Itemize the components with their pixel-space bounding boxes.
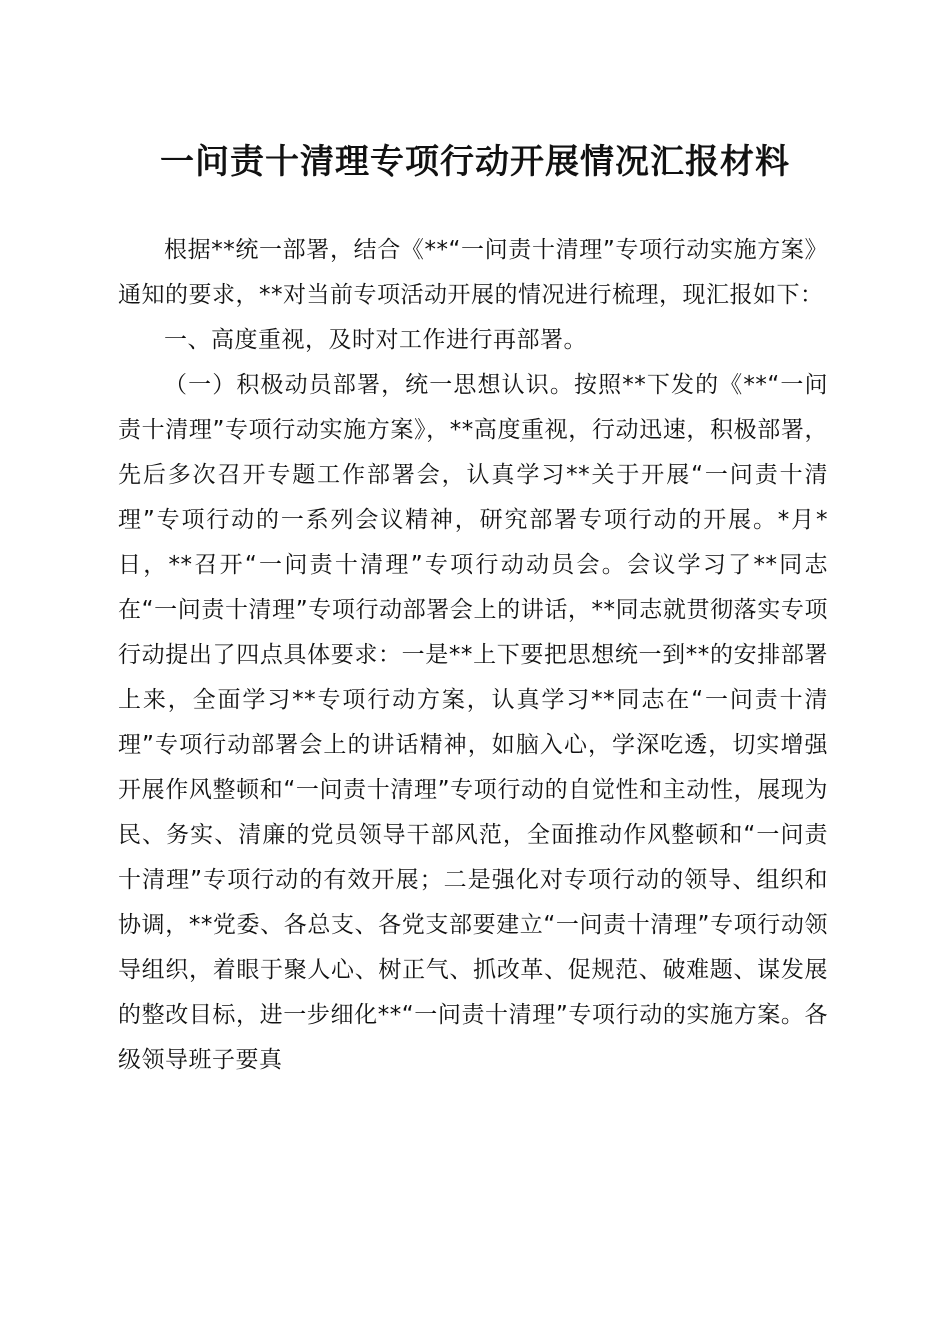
document-body xyxy=(118,228,828,1083)
document-title: 一问责十清理专项行动开展情况汇报材料 xyxy=(160,142,790,182)
section-heading: 一、高度重视，及时对工作进行再部署。 xyxy=(164,327,587,353)
section-paragraph: （一）积极动员部署，统一思想认识。按照**下发的《**“一问责十清理”专项行动实施方案》，**高度重视，行动迅速，积极部署，先后多次召开专题工作部署会，认真学习**关于开展“一问责十清理”专项行动的一系列会议精神，研究部署专项行动的开展。*月*日，**召开“一问责十清理”专项行动动员会。会议学习了**同志在“一问责十清理”专项行动部署会上的讲话，**同志就贯彻落实专项行动提出了四点具体要求：一是**上下要把思想统一到**的安排部署上来，全面学习**专项行动方案，认真学习**同志在“一问责十清理”专项行动部署会上的讲话精神，如脑入心，学深吃透，切实增强开展作风整顿和“一问责十清理”专项行动的自觉性和主动性，展现为民、务实、清廉的党员领导干部风范，全面推动作风整顿和“一问责十清理”专项行动的有效开展；二是强化对专项行动的领导、组织和协调，**党委、各总支、各党支部要建立“一问责十清理”专项行动领导组织，着眼于聚人心、树正气、抓改革、促规范、破难题、谋发展的整改目标，进一步细化**“一问责十清理”专项行动的实施方案。各级领导班子要真 xyxy=(118,372,828,1073)
intro-paragraph: 根据**统一部署，结合《**“一问责十清理”专项行动实施方案》通知的要求，**对当前专项活动开展的情况进行梳理，现汇报如下： xyxy=(118,237,828,308)
